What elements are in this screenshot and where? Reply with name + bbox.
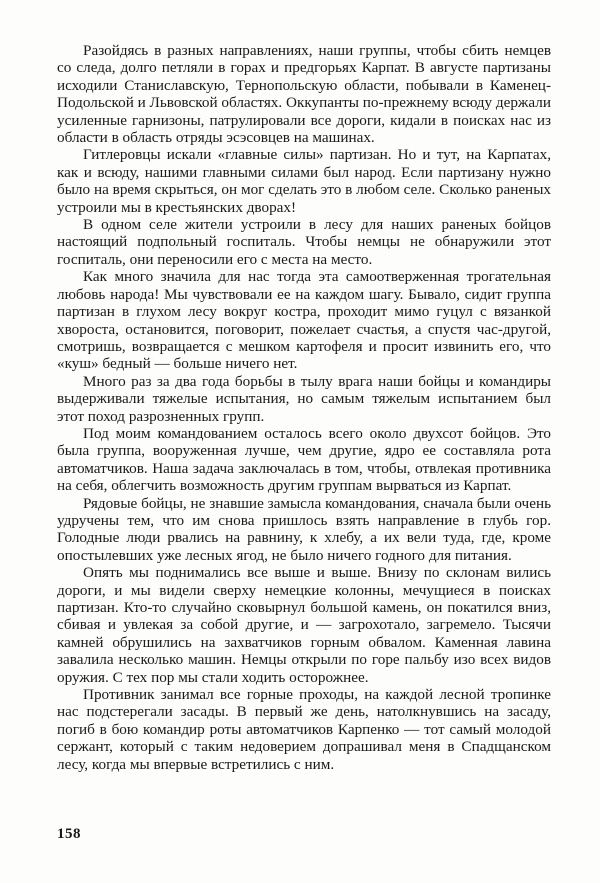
paragraph: Гитлеровцы искали «главные силы» партизан. Но и тут, на Карпатах, как и всюду, нашими главными силами был народ. Если партизану нужно было на время скрыться, он мог сделать это в любом селе. Сколько раненых устроили мы в крестьянских дворах! — [57, 146, 551, 216]
page-number: 158 — [57, 826, 81, 842]
paragraph: Как много значила для нас тогда эта самоотверженная трогательная любовь народа! Мы чувствовали ее на каждом шагу. Бывало, сидит группа партизан в глухом лесу вокруг костра, проходит мимо гуцул с вязанкой хвороста, остановится, поговорит, пожелает счастья, а спустя час-другой, смотришь, возвращается с мешком картофеля и просит извинить его, что «куш» бедный — больше ничего нет. — [57, 268, 551, 373]
paragraph: В одном селе жители устроили в лесу для наших раненых бойцов настоящий подпольный госпиталь. Чтобы немцы не обнаружили этот госпиталь, они переносили его с места на место. — [57, 216, 551, 268]
paragraph: Противник занимал все горные проходы, на каждой лесной тропинке нас подстерегали засады. В первый же день, натолкнувшись на засаду, погиб в бою командир роты автоматчиков Карпенко — тот самый молодой сержант, который с таким недоверием допрашивал меня в Спадщанском лесу, когда мы впервые встретились с ним. — [57, 686, 551, 773]
paragraph: Опять мы поднимались все выше и выше. Внизу по склонам вились дороги, и мы видели сверху немецкие колонны, мечущиеся в поисках партизан. Кто-то случайно сковырнул большой камень, он покатился вниз, сбивая и увлекая за собой другие, и — загрохотало, загремело. Тысячи камней обрушились на захватчиков горным обвалом. Каменная лавина завалила несколько машин. Немцы открыли по горе пальбу изо всех видов оружия. С тех пор мы стали ходить осторожнее. — [57, 564, 551, 686]
body-text — [57, 42, 551, 773]
paragraph: Много раз за два года борьбы в тылу врага наши бойцы и командиры выдерживали тяжелые испытания, но самым тяжелым испытанием был этот поход разрозненных групп. — [57, 372, 551, 425]
paragraph: Разойдясь в разных направлениях, наши группы, чтобы сбить немцев со следа, долго петляли в горах и предгорьях Карпат. В августе партизаны исходили Станиславскую, Тернопольскую области, побывали в Каменец-Подольской и Львовской областях. Оккупанты по-прежнему всюду держали усиленные гарнизоны, патрулировали все дороги, кидали в поисках нас из области в область отряды эсэсовцев на машинах. — [57, 42, 551, 147]
paragraph: Рядовые бойцы, не знавшие замысла командования, сначала были очень удручены тем, что им снова пришлось взять направление в глубь гор. Голодные люди рвались на равнину, к хлебу, а их вели туда, где, кроме опостылевших уже лесных ягод, не было ничего годного для питания. — [57, 494, 551, 564]
paragraph: Под моим командованием осталось всего около двухсот бойцов. Это была группа, вооруженная лучше, чем другие, ядро ее составляла рота автоматчиков. Наша задача заключалась в том, чтобы, отвлекая противника на себя, облегчить возможность другим группам вырваться из Карпат. — [57, 424, 551, 495]
